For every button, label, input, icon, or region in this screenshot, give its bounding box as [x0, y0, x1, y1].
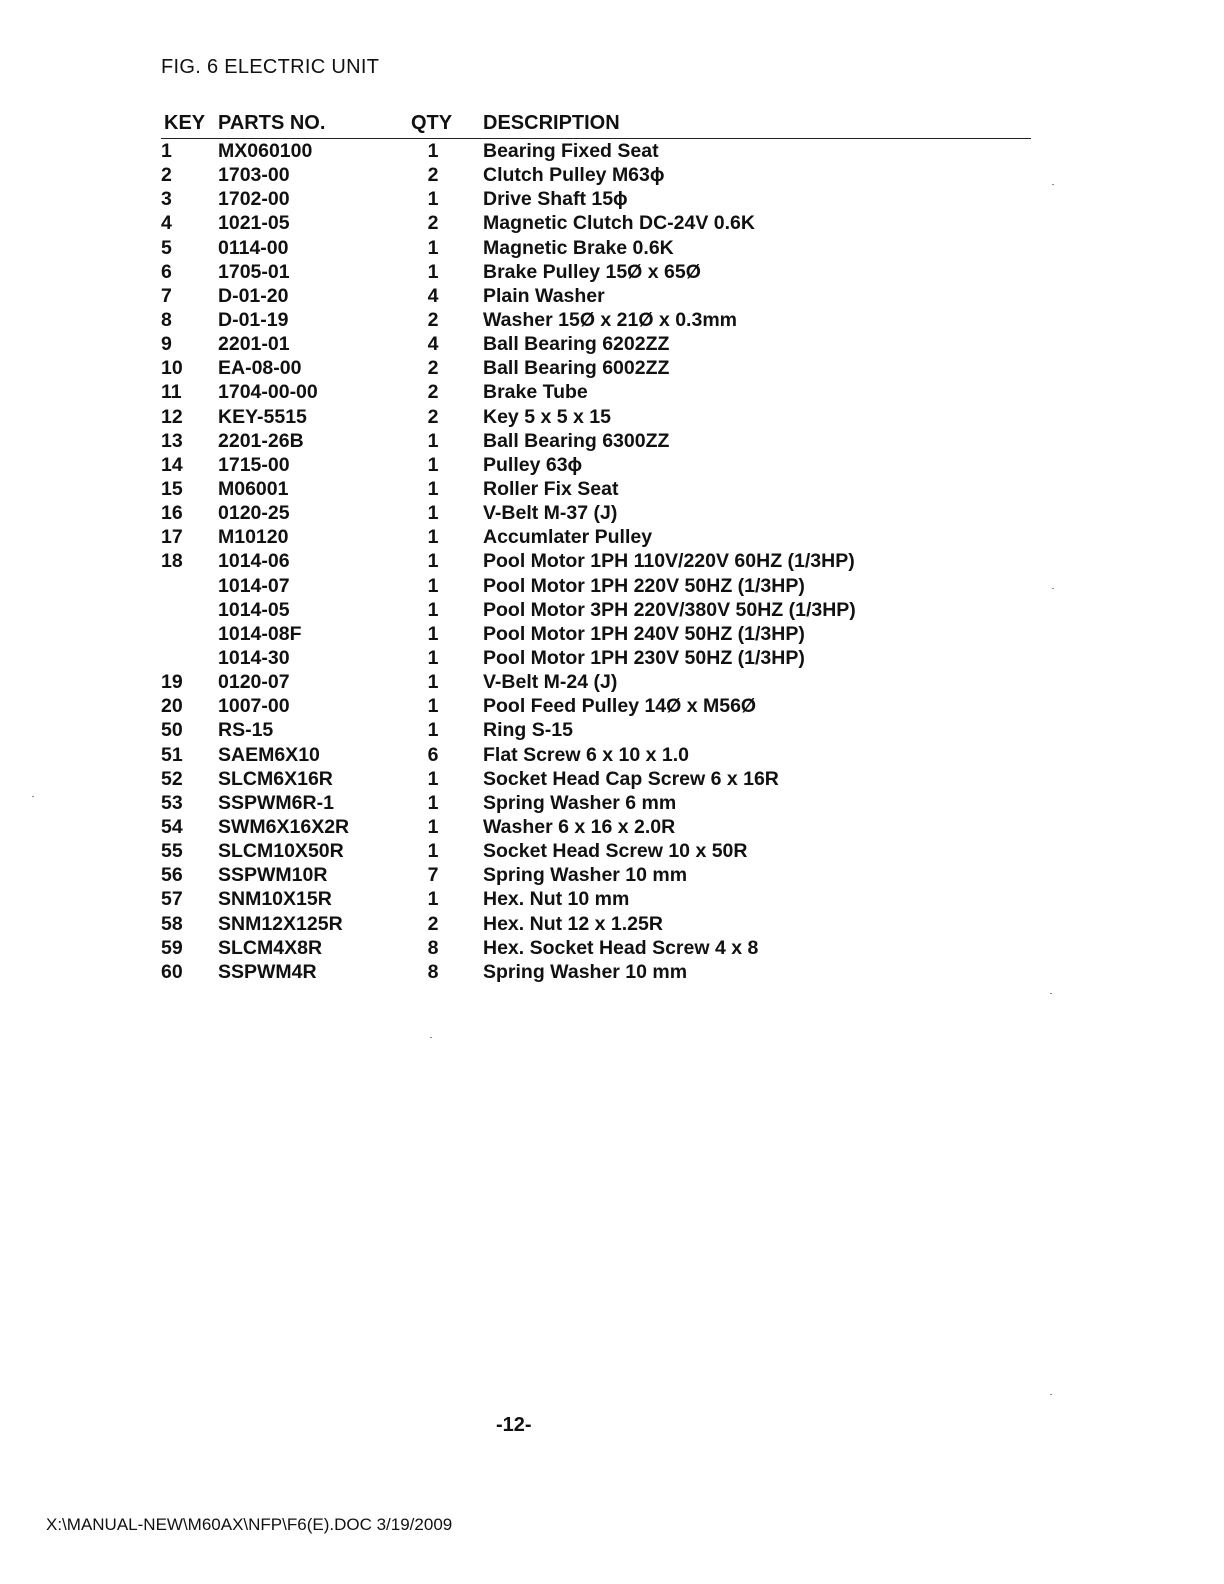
row-qty: 1	[427, 719, 439, 742]
row-description: Bearing Fixed Seat	[483, 140, 659, 162]
row-key: 53	[161, 791, 183, 814]
row-description: Hex. Nut 10 mm	[483, 888, 630, 911]
row-description: Hex. Socket Head Screw 4 x 8	[483, 936, 759, 959]
row-qty: 1	[427, 574, 439, 597]
row-qty: 2	[427, 308, 439, 331]
row-qty: 2	[427, 164, 439, 187]
table-row	[161, 501, 1031, 525]
row-description: Pulley 63ϕ	[483, 453, 583, 476]
row-key: 13	[161, 429, 183, 452]
row-part-number: 1014-08F	[218, 622, 302, 645]
header-qty: QTY	[411, 112, 453, 134]
row-description: Brake Pulley 15Ø x 65Ø	[483, 260, 701, 283]
row-description: Ball Bearing 6002ZZ	[483, 357, 670, 380]
row-part-number: 1014-30	[218, 646, 290, 669]
row-key: 55	[161, 840, 183, 863]
row-part-number: 1014-05	[218, 598, 290, 621]
row-key: 17	[161, 526, 183, 549]
row-qty: 6	[427, 743, 439, 766]
row-part-number: 1702-00	[218, 188, 290, 211]
row-qty: 1	[427, 791, 439, 814]
row-key: 18	[161, 550, 183, 573]
row-description: Plain Washer	[483, 284, 605, 307]
table-row	[161, 356, 1031, 380]
row-qty: 8	[427, 936, 439, 959]
row-part-number: M10120	[218, 526, 289, 549]
row-qty: 1	[427, 646, 439, 669]
row-description: Ring S-15	[483, 719, 573, 742]
table-row	[161, 912, 1031, 936]
row-key: 59	[161, 936, 183, 959]
table-row	[161, 694, 1031, 718]
row-qty: 4	[427, 284, 439, 307]
row-description: Pool Motor 1PH 110V/220V 60HZ (1/3HP)	[483, 550, 855, 573]
row-description: Socket Head Screw 10 x 50R	[483, 840, 748, 863]
row-key: 2	[161, 164, 172, 187]
table-row	[161, 260, 1031, 284]
table-row	[161, 767, 1031, 791]
table-row	[161, 791, 1031, 815]
table-row	[161, 211, 1031, 235]
row-qty: 8	[427, 960, 439, 983]
row-description: Pool Motor 1PH 220V 50HZ (1/3HP)	[483, 574, 805, 597]
table-row	[161, 863, 1031, 887]
file-path-footer: X:\MANUAL-NEW\M60AX\NFP\F6(E).DOC 3/19/2009	[46, 1515, 453, 1534]
table-row	[161, 622, 1031, 646]
row-key: 8	[161, 308, 172, 331]
row-description: Socket Head Cap Screw 6 x 16R	[483, 767, 779, 790]
row-key: 7	[161, 284, 172, 307]
table-row	[161, 236, 1031, 260]
row-key: 5	[161, 236, 172, 259]
row-qty: 1	[427, 815, 439, 838]
row-key: 4	[161, 212, 172, 235]
row-qty: 4	[427, 333, 439, 356]
table-row	[161, 429, 1031, 453]
row-part-number: 0120-25	[218, 502, 290, 525]
row-part-number: 1715-00	[218, 453, 290, 476]
row-key: 6	[161, 260, 172, 283]
row-qty: 1	[427, 550, 439, 573]
row-description: Pool Motor 3PH 220V/380V 50HZ (1/3HP)	[483, 598, 856, 621]
row-qty: 1	[427, 502, 439, 525]
row-description: Ball Bearing 6300ZZ	[483, 429, 670, 452]
row-part-number: 1704-00-00	[218, 381, 318, 404]
row-qty: 1	[427, 671, 439, 694]
table-row	[161, 646, 1031, 670]
scan-speck	[32, 796, 34, 797]
row-key: 16	[161, 502, 183, 525]
row-part-number: 1021-05	[218, 212, 290, 235]
row-qty: 1	[427, 767, 439, 790]
row-description: Hex. Nut 12 x 1.25R	[483, 912, 663, 935]
row-qty: 1	[427, 526, 439, 549]
row-part-number: 1014-07	[218, 574, 290, 597]
row-qty: 1	[427, 260, 439, 283]
row-key: 20	[161, 695, 183, 718]
table-row	[161, 525, 1031, 549]
row-part-number: RS-15	[218, 719, 274, 742]
scan-speck	[430, 1037, 432, 1038]
table-row	[161, 405, 1031, 429]
row-part-number: SSPWM4R	[218, 960, 317, 983]
row-qty: 2	[427, 381, 439, 404]
row-description: Washer 6 x 16 x 2.0R	[483, 815, 676, 838]
scan-speck	[1050, 1394, 1052, 1395]
row-qty: 1	[427, 236, 439, 259]
row-qty: 1	[427, 695, 439, 718]
table-body	[161, 139, 1031, 984]
row-part-number: SSPWM6R-1	[218, 791, 334, 814]
row-key: 1	[161, 140, 172, 162]
row-key: 14	[161, 453, 183, 476]
row-key: 11	[161, 381, 182, 404]
row-description: Magnetic Brake 0.6K	[483, 236, 674, 259]
table-header	[161, 112, 1031, 139]
row-description: V-Belt M-37 (J)	[483, 502, 618, 525]
table-row	[161, 380, 1031, 404]
row-description: Spring Washer 10 mm	[483, 864, 688, 887]
row-description: Magnetic Clutch DC-24V 0.6K	[483, 212, 755, 235]
table-row	[161, 308, 1031, 332]
row-part-number: SNM10X15R	[218, 888, 332, 911]
row-qty: 1	[427, 888, 439, 911]
row-qty: 2	[427, 405, 439, 428]
row-description: Pool Motor 1PH 230V 50HZ (1/3HP)	[483, 646, 805, 669]
row-part-number: SAEM6X10	[218, 743, 320, 766]
row-description: V-Belt M-24 (J)	[483, 671, 618, 694]
row-part-number: 2201-26B	[218, 429, 304, 452]
row-key: 54	[161, 815, 183, 838]
row-part-number: SLCM4X8R	[218, 936, 323, 959]
row-description: Key 5 x 5 x 15	[483, 405, 611, 428]
row-part-number: 0120-07	[218, 671, 290, 694]
row-part-number: 1014-06	[218, 550, 290, 573]
table-row	[161, 453, 1031, 477]
page-number: -12-	[496, 1414, 532, 1436]
header-key: KEY	[164, 112, 206, 134]
scan-speck	[1052, 588, 1054, 589]
table-row	[161, 163, 1031, 187]
table-row	[161, 670, 1031, 694]
row-part-number: D-01-19	[218, 308, 289, 331]
row-part-number: SLCM6X16R	[218, 767, 333, 790]
table-row	[161, 598, 1031, 622]
table-row	[161, 815, 1031, 839]
table-row	[161, 549, 1031, 573]
row-key: 15	[161, 477, 183, 500]
table-row	[161, 574, 1031, 598]
row-qty: 1	[427, 622, 439, 645]
row-key: 58	[161, 912, 183, 935]
table-row	[161, 743, 1031, 767]
row-description: Accumlater Pulley	[483, 526, 653, 549]
row-description: Spring Washer 10 mm	[483, 960, 688, 983]
header-description: DESCRIPTION	[483, 112, 620, 134]
row-description: Ball Bearing 6202ZZ	[483, 333, 670, 356]
row-key: 9	[161, 333, 172, 356]
row-qty: 1	[427, 453, 439, 476]
row-part-number: 0114-00	[218, 236, 289, 259]
scan-speck	[1050, 993, 1052, 994]
table-row	[161, 187, 1031, 211]
page-title: FIG. 6 ELECTRIC UNIT	[161, 56, 380, 78]
row-part-number: M06001	[218, 477, 289, 500]
row-part-number: KEY-5515	[218, 405, 307, 428]
row-description: Washer 15Ø x 21Ø x 0.3mm	[483, 308, 737, 331]
row-part-number: EA-08-00	[218, 357, 302, 380]
row-qty: 1	[427, 429, 439, 452]
row-key: 10	[161, 357, 183, 380]
row-part-number: 1703-00	[218, 164, 290, 187]
row-key: 56	[161, 864, 183, 887]
row-key: 19	[161, 671, 183, 694]
table-row	[161, 139, 1031, 163]
header-parts-no: PARTS NO.	[218, 112, 326, 134]
row-part-number: SSPWM10R	[218, 864, 328, 887]
row-description: Pool Feed Pulley 14Ø x M56Ø	[483, 695, 757, 718]
row-part-number: 1007-00	[218, 695, 290, 718]
row-qty: 2	[427, 212, 439, 235]
row-qty: 1	[427, 598, 439, 621]
row-key: 12	[161, 405, 183, 428]
row-description: Pool Motor 1PH 240V 50HZ (1/3HP)	[483, 622, 805, 645]
row-qty: 2	[427, 357, 439, 380]
row-qty: 1	[427, 188, 439, 211]
table-row	[161, 332, 1031, 356]
row-part-number: SWM6X16X2R	[218, 815, 350, 838]
row-part-number: MX060100	[218, 140, 313, 162]
row-part-number: D-01-20	[218, 284, 289, 307]
row-part-number: 2201-01	[218, 333, 290, 356]
row-key: 50	[161, 719, 183, 742]
row-description: Spring Washer 6 mm	[483, 791, 677, 814]
row-qty: 1	[427, 477, 439, 500]
row-part-number: SLCM10X50R	[218, 840, 344, 863]
row-qty: 2	[427, 912, 439, 935]
row-part-number: SNM12X125R	[218, 912, 343, 935]
table-row	[161, 718, 1031, 742]
row-qty: 7	[427, 864, 439, 887]
row-description: Brake Tube	[483, 381, 588, 404]
table-row	[161, 839, 1031, 863]
table-row	[161, 477, 1031, 501]
scan-speck	[1052, 184, 1054, 185]
table-row	[161, 936, 1031, 960]
row-qty: 1	[427, 140, 439, 162]
row-description: Roller Fix Seat	[483, 477, 619, 500]
row-part-number: 1705-01	[218, 260, 290, 283]
row-key: 57	[161, 888, 183, 911]
row-description: Flat Screw 6 x 10 x 1.0	[483, 743, 689, 766]
table-row	[161, 960, 1031, 984]
row-description: Drive Shaft 15ϕ	[483, 188, 628, 211]
row-key: 52	[161, 767, 183, 790]
table-row	[161, 284, 1031, 308]
row-key: 60	[161, 960, 183, 983]
row-qty: 1	[427, 840, 439, 863]
parts-table	[161, 112, 1031, 984]
row-key: 51	[161, 743, 183, 766]
row-description: Clutch Pulley M63ϕ	[483, 164, 665, 187]
table-row	[161, 887, 1031, 911]
row-key: 3	[161, 188, 172, 211]
